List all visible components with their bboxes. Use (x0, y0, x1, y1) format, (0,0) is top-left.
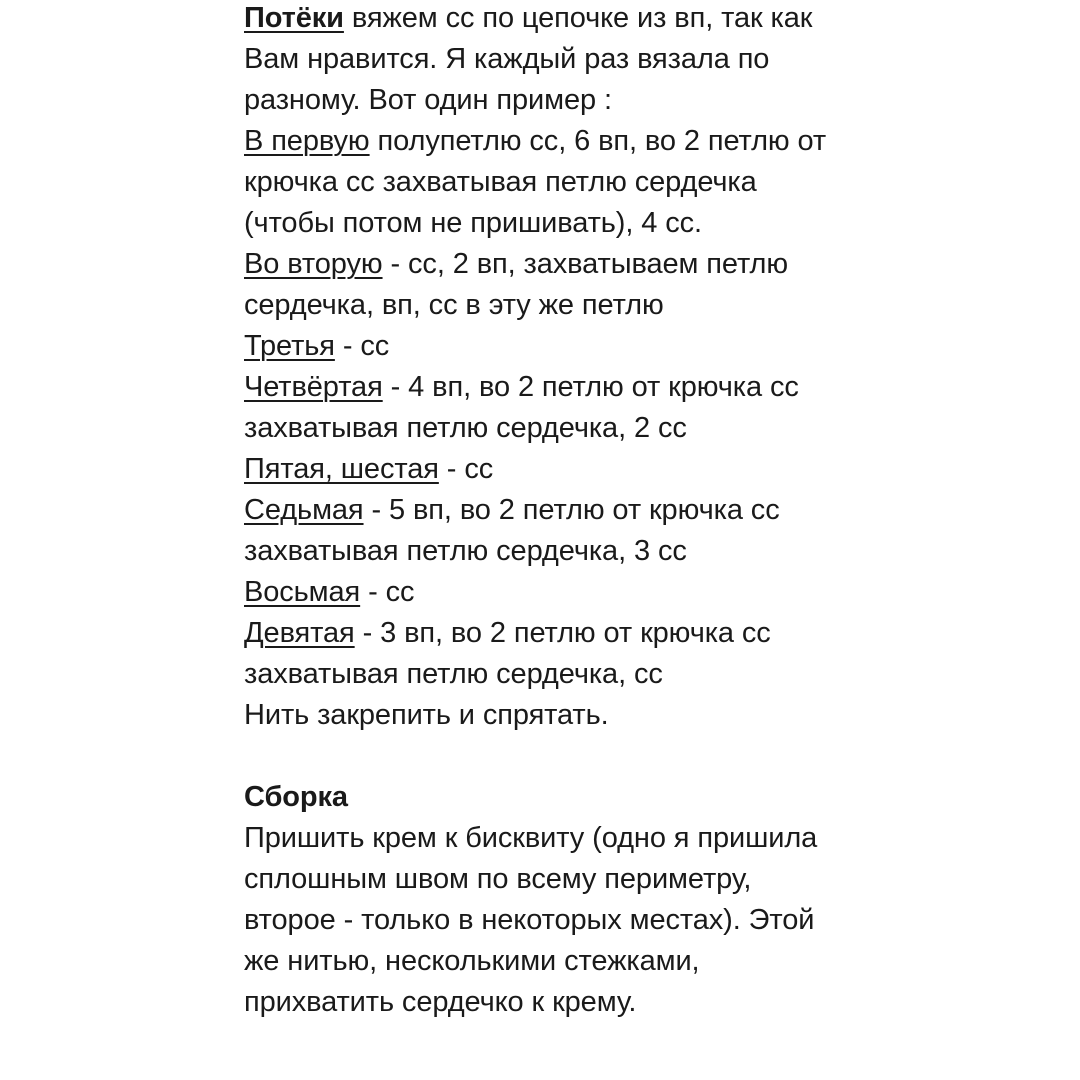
step-label: В первую (244, 125, 370, 157)
step-text: - 3 вп, во 2 петлю от крючка сс захватывая петлю сердечка, сс (244, 617, 771, 690)
step-label: Третья (244, 330, 335, 362)
step-5 (244, 449, 844, 490)
section-title-assembly: Сборка (244, 781, 348, 813)
step-text: - сс (334, 330, 390, 362)
step-label: Восьмая (244, 576, 361, 608)
step-8 (244, 613, 844, 695)
step-text: - сс (438, 453, 494, 485)
assembly-text: Пришить крем к бисквиту (одно я пришила сплошным швом по всему периметру, второе - только в некоторых местах). Этой же нитью, несколькими стежками, прихватить сердечко к крему. (244, 822, 818, 1018)
step-text: - 4 вп, во 2 петлю от крючка сс захватывая петлю сердечка, 2 сс (244, 371, 799, 444)
step-label: Пятая, шестая (244, 453, 439, 485)
section-gap (244, 736, 844, 777)
intro-paragraph (244, 0, 844, 121)
step-text: полупетлю сс, 6 вп, во 2 петлю от крючка сс захватывая петлю сердечка (чтобы потом не пришивать), 4 сс. (244, 125, 827, 239)
intro-text: вяжем сс по цепочке из вп, так как Вам нравится. Я каждый раз вязала по разному. Вот один пример : (244, 2, 813, 116)
step-label: Девятая (244, 617, 355, 649)
step-text: - сс, 2 вп, захватываем петлю сердечка, вп, сс в эту же петлю (244, 248, 788, 321)
finish-text: Нить закрепить и спрятать. (244, 699, 609, 731)
section-title-potyoki: Потёки (244, 2, 344, 34)
step-4 (244, 367, 844, 449)
step-text: - сс (360, 576, 415, 608)
step-label: Четвёртая (244, 371, 383, 403)
step-1 (244, 121, 844, 244)
document-body (244, 0, 844, 1023)
step-3 (244, 326, 844, 367)
step-label: Седьмая (244, 494, 364, 526)
step-2 (244, 244, 844, 326)
step-label: Во вторую (244, 248, 383, 280)
step-text: - 5 вп, во 2 петлю от крючка сс захватывая петлю сердечка, 3 сс (244, 494, 780, 567)
step-6 (244, 490, 844, 572)
step-7 (244, 572, 844, 613)
